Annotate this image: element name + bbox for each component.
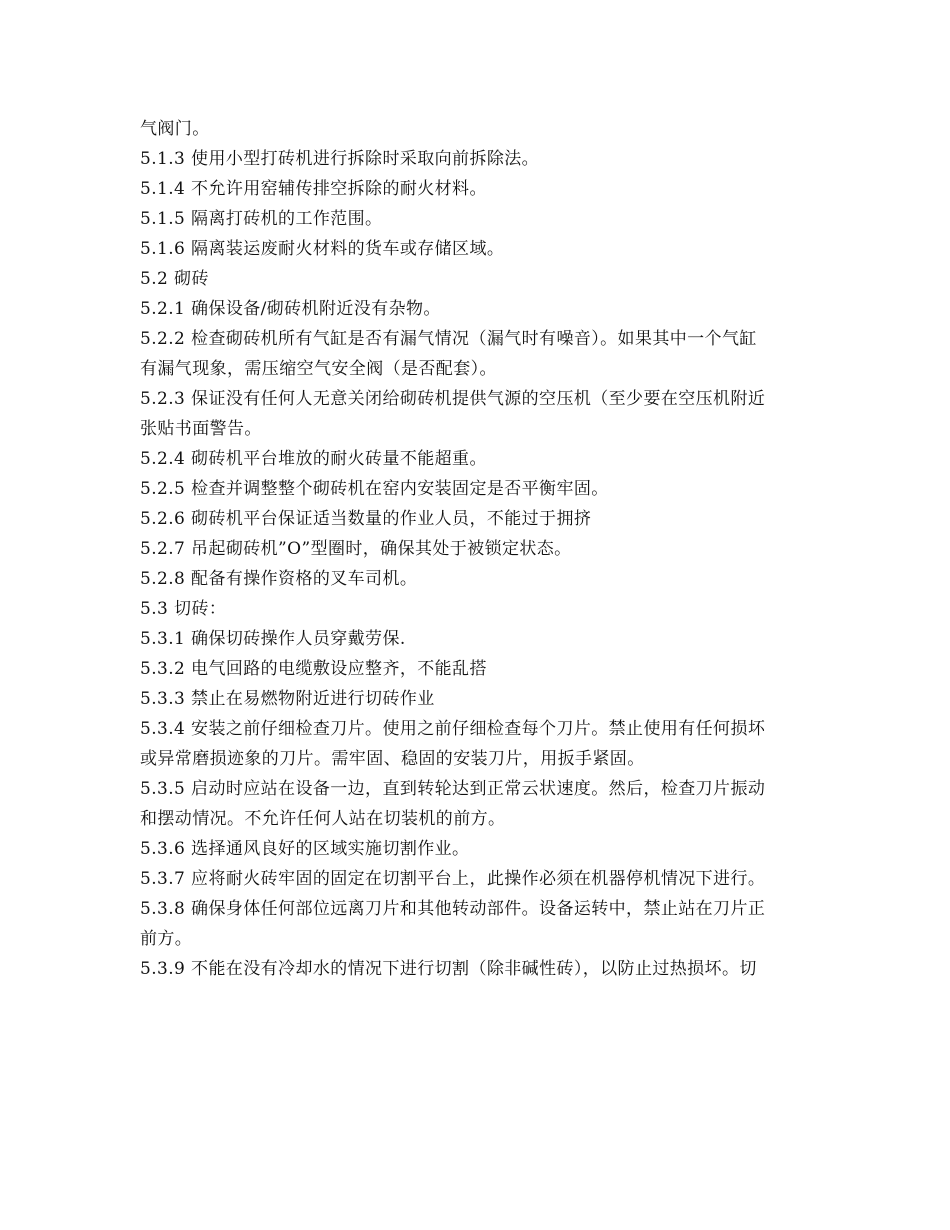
text-line: 5.2.1 确保设备/砌砖机附近没有杂物。	[140, 299, 441, 319]
document-body	[140, 114, 812, 984]
text-line: 张贴书面警告。	[140, 419, 262, 439]
section-heading: 5.2 砌砖	[140, 269, 209, 289]
text-line: 5.2.6 砌砖机平台保证适当数量的作业人员，不能过于拥挤	[140, 509, 592, 529]
text-line: 5.1.3 使用小型打砖机进行拆除时采取向前拆除法。	[140, 149, 540, 169]
text-line: 5.3.8 确保身体任何部位远离刀片和其他转动部件。设备运转中，禁止站在刀片正	[140, 899, 766, 919]
text-line: 有漏气现象，需压缩空气安全阀（是否配套）。	[140, 359, 497, 379]
text-line: 和摆动情况。不允许任何人站在切装机的前方。	[140, 809, 506, 829]
text-line: 5.2.7 吊起砌砖机”O”型圈时，确保其处于被锁定状态。	[140, 539, 572, 559]
text-line: 5.1.5 隔离打砖机的工作范围。	[140, 209, 383, 229]
text-line: 5.3.4 安装之前仔细检查刀片。使用之前仔细检查每个刀片。禁止使用有任何损坏	[140, 719, 766, 739]
text-line: 5.2.2 检查砌砖机所有气缸是否有漏气情况（漏气时有噪音）。如果其中一个气缸	[140, 329, 757, 349]
text-line: 或异常磨损迹象的刀片。需牢固、稳固的安装刀片，用扳手紧固。	[140, 749, 645, 769]
text-line: 前方。	[140, 929, 193, 949]
text-line: 5.2.3 保证没有任何人无意关闭给砌砖机提供气源的空压机（至少要在空压机附近	[140, 389, 766, 409]
text-line: 气阀门。	[140, 119, 210, 139]
text-line: 5.3.1 确保切砖操作人员穿戴劳保.	[140, 629, 406, 649]
section-heading: 5.3 切砖：	[140, 599, 227, 619]
text-line: 5.3.6 选择通风良好的区域实施切割作业。	[140, 839, 470, 859]
text-line: 5.1.4 不允许用窑辅传排空拆除的耐火材料。	[140, 179, 487, 199]
text-line: 5.3.3 禁止在易燃物附近进行切砖作业	[140, 689, 435, 709]
text-line: 5.3.2 电气回路的电缆敷设应整齐，不能乱搭	[140, 659, 487, 679]
text-line: 5.2.4 砌砖机平台堆放的耐火砖量不能超重。	[140, 449, 487, 469]
text-line: 5.3.5 启动时应站在设备一边，直到转轮达到正常云状速度。然后，检查刀片振动	[140, 779, 766, 799]
text-line: 5.3.9 不能在没有冷却水的情况下进行切割（除非碱性砖），以防止过热损坏。切	[140, 959, 757, 979]
text-line: 5.2.5 检查并调整整个砌砖机在窑内安装固定是否平衡牢固。	[140, 479, 609, 499]
text-line: 5.1.6 隔离装运废耐火材料的货车或存储区域。	[140, 239, 505, 259]
text-line: 5.3.7 应将耐火砖牢固的固定在切割平台上，此操作必须在机器停机情况下进行。	[140, 869, 766, 889]
text-line: 5.2.8 配备有操作资格的叉车司机。	[140, 569, 418, 589]
